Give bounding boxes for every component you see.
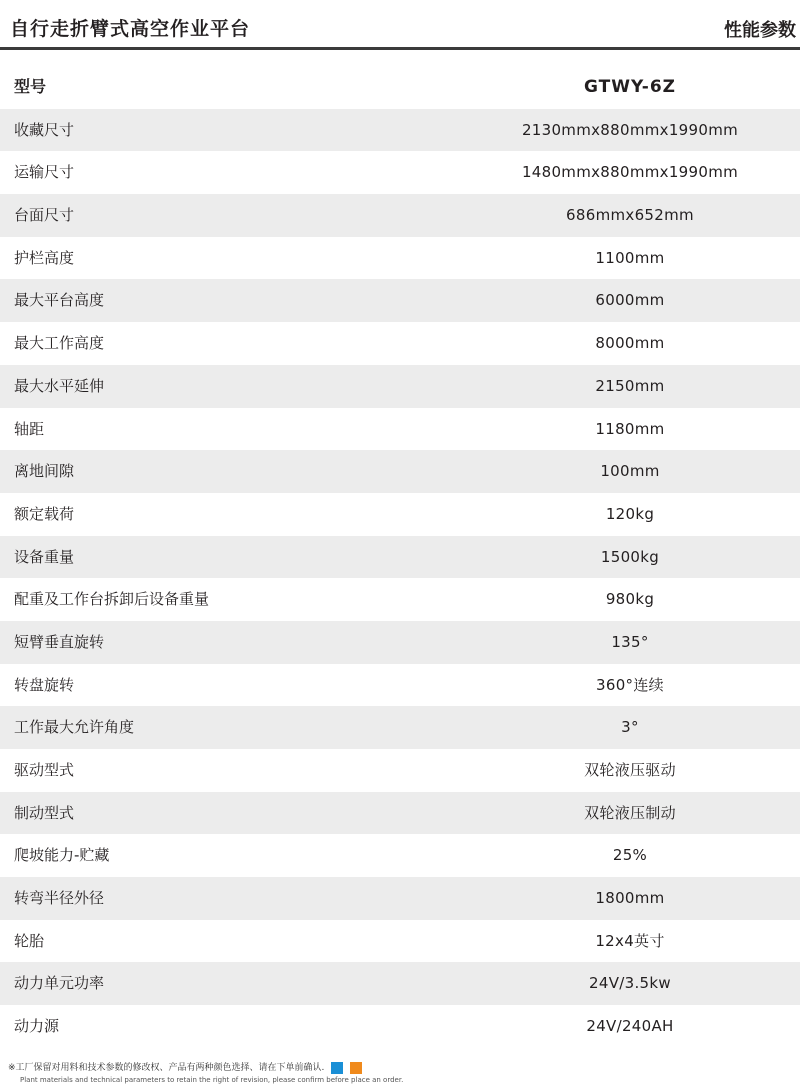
spec-label: 收藏尺寸 bbox=[14, 120, 75, 139]
model-label: 型号 bbox=[14, 77, 47, 96]
spec-label: 最大工作高度 bbox=[14, 334, 105, 353]
spec-row bbox=[0, 322, 800, 365]
spec-value: 2130mmx880mmx1990mm bbox=[521, 120, 739, 139]
spec-row bbox=[0, 706, 800, 749]
spec-label: 最大水平延伸 bbox=[14, 376, 105, 395]
color-swatch-blue bbox=[331, 1062, 343, 1074]
spec-label: 动力单元功率 bbox=[14, 974, 105, 993]
spec-label: 设备重量 bbox=[14, 547, 75, 566]
spec-label: 最大平台高度 bbox=[14, 291, 105, 310]
spec-value: 双轮液压制动 bbox=[584, 803, 676, 822]
spec-label: 驱动型式 bbox=[14, 761, 75, 779]
spec-value: 1100mm bbox=[595, 248, 665, 267]
spec-row bbox=[0, 1005, 800, 1048]
spec-row bbox=[0, 877, 800, 920]
spec-row bbox=[0, 621, 800, 664]
color-swatch-orange bbox=[350, 1062, 362, 1074]
spec-label: 配重及工作台拆卸后设备重量 bbox=[14, 590, 210, 609]
spec-label: 轮胎 bbox=[14, 931, 45, 950]
spec-label: 护栏高度 bbox=[14, 248, 75, 267]
footer-note-cn: ※工厂保留对用料和技术参数的修改权、产品有两种颜色选择、请在下单前确认. bbox=[8, 1063, 325, 1073]
spec-value: 8000mm bbox=[595, 334, 665, 353]
spec-table bbox=[0, 66, 800, 1048]
spec-row bbox=[0, 834, 800, 877]
spec-value: 24V/3.5kw bbox=[589, 974, 671, 993]
spec-row bbox=[0, 450, 800, 493]
spec-row bbox=[0, 578, 800, 621]
spec-value: 980kg bbox=[605, 590, 655, 609]
spec-label: 工作最大允许角度 bbox=[14, 718, 135, 737]
spec-row bbox=[0, 962, 800, 1005]
spec-row bbox=[0, 194, 800, 237]
spec-row bbox=[0, 493, 800, 536]
spec-row bbox=[0, 151, 800, 194]
spec-value: 1480mmx880mmx1990mm bbox=[521, 163, 739, 182]
section-title: 性能参数 bbox=[724, 20, 796, 41]
spec-label: 离地间隙 bbox=[14, 462, 75, 481]
spec-row bbox=[0, 664, 800, 707]
spec-value: 135° bbox=[611, 632, 649, 651]
spec-row bbox=[0, 536, 800, 579]
spec-label: 台面尺寸 bbox=[14, 206, 75, 225]
spec-row bbox=[0, 365, 800, 408]
spec-row bbox=[0, 792, 800, 835]
header-divider bbox=[0, 47, 800, 50]
spec-value: 1800mm bbox=[595, 889, 665, 908]
spec-label: 动力源 bbox=[14, 1017, 60, 1036]
spec-value: 25% bbox=[612, 846, 648, 865]
spec-header-row bbox=[0, 66, 800, 109]
page-title: 自行走折臂式高空作业平台 bbox=[10, 18, 251, 40]
spec-row bbox=[0, 749, 800, 792]
spec-value: 100mm bbox=[600, 462, 660, 481]
spec-label: 轴距 bbox=[14, 419, 45, 438]
spec-label: 运输尺寸 bbox=[14, 163, 75, 182]
footer-note bbox=[8, 1060, 798, 1084]
spec-value: 2150mm bbox=[595, 376, 665, 395]
spec-value: 12x4英寸 bbox=[595, 931, 665, 950]
spec-row bbox=[0, 408, 800, 451]
spec-label: 额定载荷 bbox=[14, 504, 75, 523]
spec-label: 制动型式 bbox=[14, 803, 75, 822]
spec-label: 爬坡能力-贮藏 bbox=[14, 846, 110, 865]
spec-value: 1180mm bbox=[595, 419, 665, 438]
spec-value: 1500kg bbox=[600, 547, 660, 566]
spec-value: 360°连续 bbox=[596, 675, 664, 694]
spec-row bbox=[0, 237, 800, 280]
spec-label: 短臂垂直旋转 bbox=[14, 632, 105, 651]
spec-row bbox=[0, 920, 800, 963]
spec-value: 双轮液压驱动 bbox=[584, 761, 676, 779]
footer-note-en: Plant materials and technical parameters to retain the right of revision, please confirm before place an order. bbox=[20, 1075, 404, 1084]
spec-value: 686mmx652mm bbox=[566, 206, 694, 225]
page-header bbox=[0, 0, 800, 50]
model-value: GTWY-6Z bbox=[583, 77, 677, 97]
spec-value: 24V/240AH bbox=[586, 1017, 674, 1036]
spec-value: 120kg bbox=[605, 504, 655, 523]
spec-label: 转弯半径外径 bbox=[14, 889, 105, 908]
spec-value: 3° bbox=[621, 718, 639, 737]
spec-row bbox=[0, 109, 800, 152]
spec-row bbox=[0, 279, 800, 322]
spec-label: 转盘旋转 bbox=[14, 675, 75, 694]
spec-value: 6000mm bbox=[595, 291, 665, 310]
